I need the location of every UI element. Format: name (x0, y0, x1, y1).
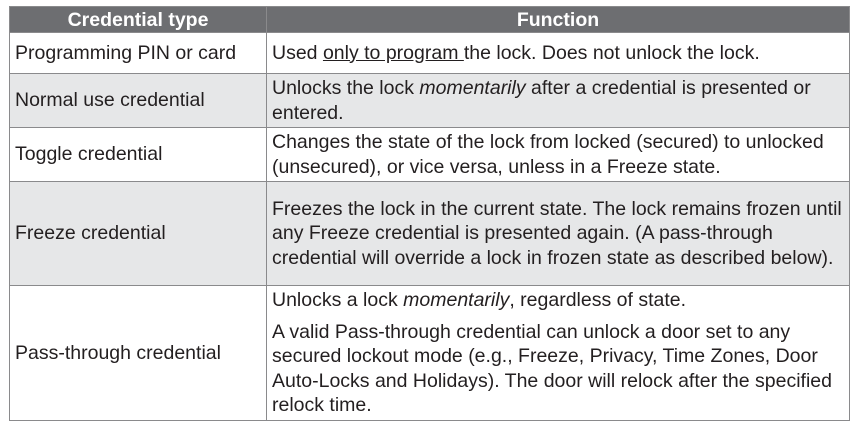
function-cell: Changes the state of the lock from locked (secured) to unlocked (unsecured), or vice versa, unless in a Freeze state. (267, 128, 850, 182)
function-cell (267, 33, 850, 74)
function-text: Unlocks a lock (272, 289, 404, 312)
credential-type-cell: Pass-through credential (10, 286, 267, 421)
function-paragraph: A valid Pass-through credential can unlock a door set to any secured lockout mode (e.g., Freeze, Privacy, Time Zones, Door Auto-Locks and Holidays). The door will relock after the specified relock time. (272, 320, 832, 417)
column-header-function: Function (267, 7, 850, 33)
function-paragraph (272, 288, 844, 313)
function-cell (267, 286, 850, 421)
table-header-row (10, 7, 850, 33)
table-row (10, 74, 850, 128)
credential-type-cell: Toggle credential (10, 128, 267, 182)
function-text: , regardless of state. (509, 289, 687, 312)
italic-emphasis: momentarily (419, 77, 526, 99)
credential-types-table (9, 6, 850, 421)
function-cell: Freezes the lock in the current state. The lock remains frozen until any Freeze credential is presented again. (A pass-through credential will override a lock in frozen state as described below). (267, 182, 850, 286)
table-row (10, 286, 850, 421)
italic-emphasis: momentarily (403, 289, 510, 312)
credential-type-cell: Freeze credential (10, 182, 267, 286)
table-row (10, 128, 850, 182)
table-row (10, 33, 850, 74)
function-text: Unlocks the lock (272, 77, 420, 99)
underlined-emphasis: only to program (322, 41, 464, 64)
column-header-credential-type: Credential type (10, 7, 267, 33)
table-row (10, 182, 850, 286)
credential-type-cell: Programming PIN or card (10, 33, 267, 74)
function-text: Used (272, 41, 323, 64)
function-text: the lock. Does not unlock the lock. (463, 41, 760, 64)
function-cell (267, 74, 850, 128)
function-text: after a credential is presented or entered. (272, 77, 811, 124)
credential-type-cell: Normal use credential (10, 74, 267, 128)
